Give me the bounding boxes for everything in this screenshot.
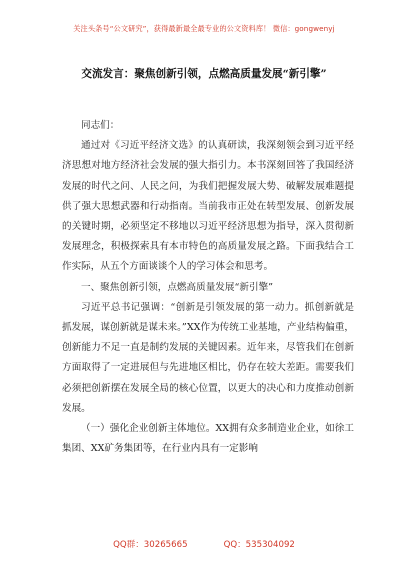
- salutation: 同志们：: [81, 120, 120, 131]
- footer-contact: [0, 538, 408, 550]
- footer-qq-group: QQ群：30265665: [113, 540, 188, 550]
- paragraph-section-1: 习近平总书记强调：“创新是引领发展的第一动力。抓创新就是抓发展，谋创新就是谋未来。”XX作为传统工业基地，产业结构偏重，创新能力不足一直是制约发展的关键因素。近年来，尽管我们在创新方面取得了一定进展但与先进地区相比，仍存在较大差距。需要我们必须把创新摆在发展全局的核心位置，以更大的决心和力度推动创新发展。: [62, 301, 354, 414]
- document-body: [62, 116, 354, 459]
- header-banner: 关注头条号“公文研究”，获得最新最全最专业的公文资料库！ 微信：gongwenyj: [73, 24, 335, 33]
- section-heading: 一、聚焦创新引领，点燃高质量发展“新引擎”: [81, 281, 274, 293]
- footer-qq: QQ：535304092: [223, 540, 295, 550]
- paragraph-section-2: （一）强化企业创新主体地位。XX拥有众多制造业企业，如徐工集团、XX矿务集团等，在行业内具有一定影响: [62, 423, 354, 455]
- page-title: 交流发言：聚焦创新引领，点燃高质量发展“新引擎”: [81, 68, 327, 80]
- paragraph-intro: 通过对《习近平经济文选》的认真研读，我深刻领会到习近平经济思想对地方经济社会发展的强大指引力。本书深刻回答了我国经济发展的时代之问、人民之问，为我们把握发展大势、破解发展难题提供了强大思想武器和行动指南。当前我市正处在转型发展、创新发展的关键时期，必须坚定不移地以习近平经济思想为指导，深入贯彻新发展理念，积极探索具有本市特色的高质量发展之路。下面我结合工作实际，从五个方面谈谈个人的学习体会和思考。: [62, 140, 354, 273]
